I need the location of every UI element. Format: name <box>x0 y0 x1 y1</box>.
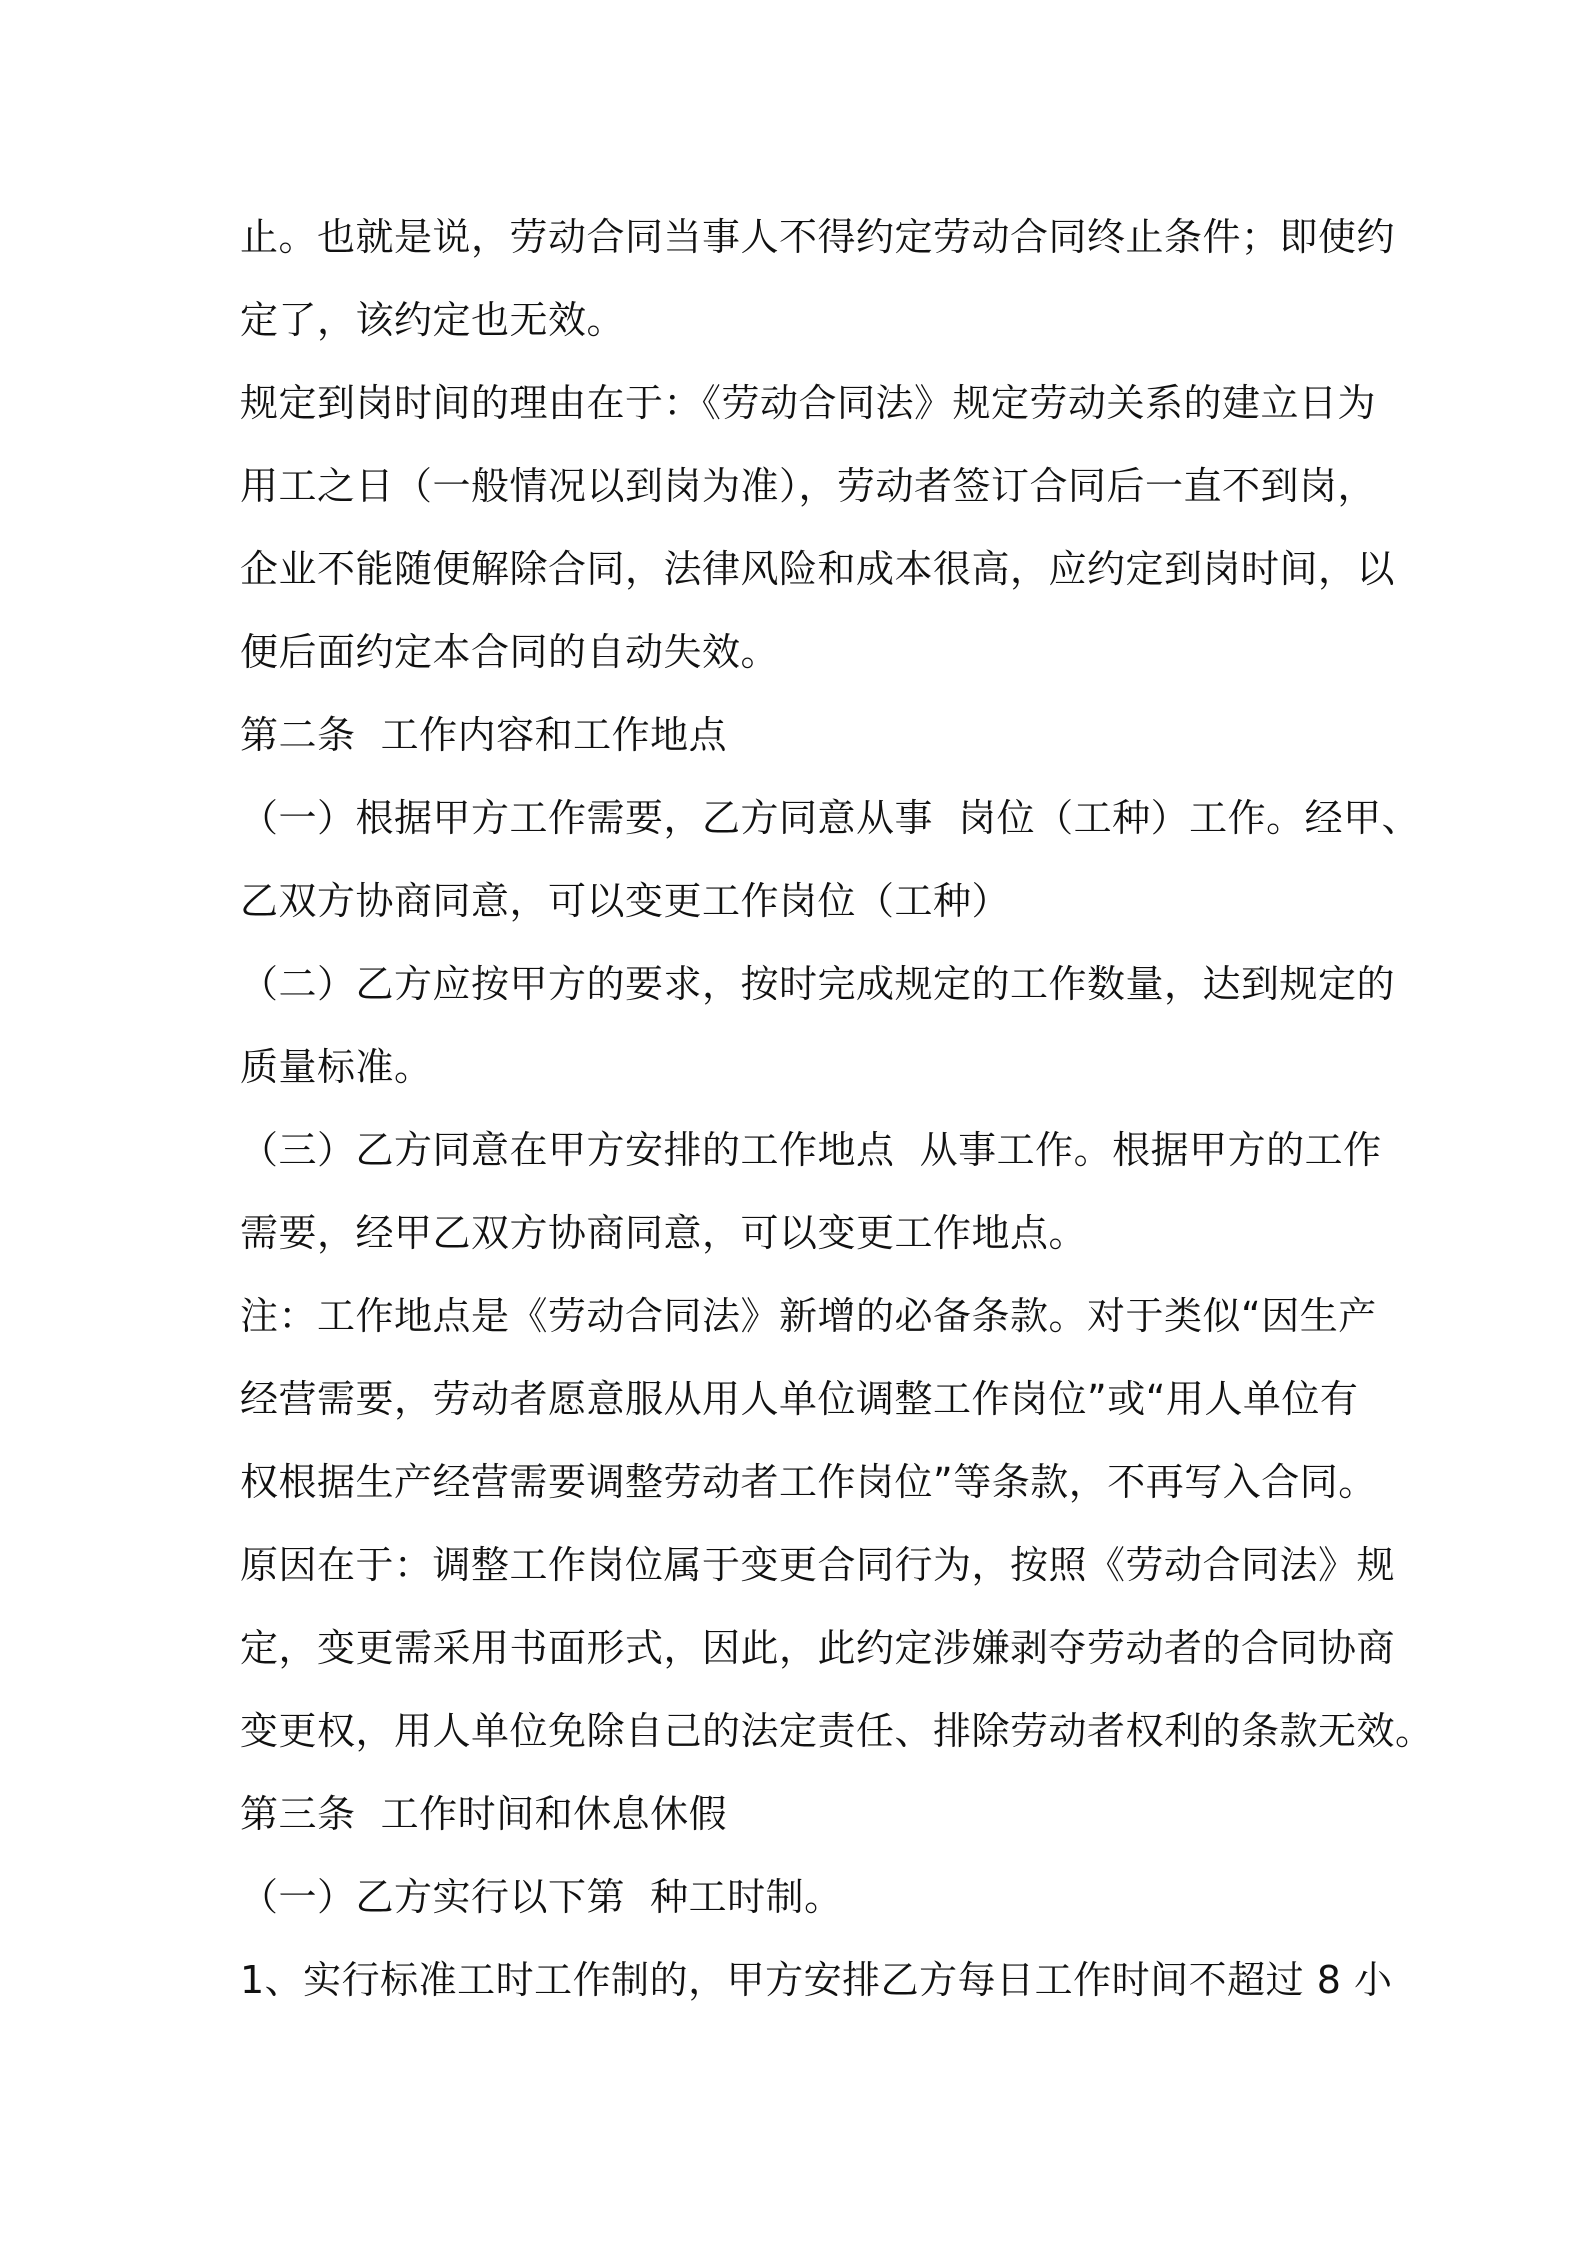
section-heading: 第三条 工作时间和休息休假 <box>240 1792 728 1836</box>
text-line: 质量标准。 <box>240 1045 433 1089</box>
text-line: 需要，经甲乙双方协商同意，可以变更工作地点。 <box>240 1211 1088 1255</box>
text-line: （二）乙方应按甲方的要求，按时完成规定的工作数量，达到规定的 <box>240 962 1396 1006</box>
text-line: 原因在于：调整工作岗位属于变更合同行为，按照《劳动合同法》规 <box>240 1543 1396 1587</box>
text-line: 用工之日（一般情况以到岗为准），劳动者签订合同后一直不到岗， <box>240 464 1377 508</box>
text-line: 乙双方协商同意，可以变更工作岗位（工种） <box>240 879 1011 923</box>
text-line: 定，变更需采用书面形式，因此，此约定涉嫌剥夺劳动者的合同协商 <box>240 1626 1396 1670</box>
text-line: 权根据生产经营需要调整劳动者工作岗位”等条款，不再写入合同。 <box>240 1460 1377 1504</box>
text-line: 变更权，用人单位免除自己的法定责任、排除劳动者权利的条款无效。 <box>240 1709 1434 1753</box>
text-line: （三）乙方同意在甲方安排的工作地点 从事工作。根据甲方的工作 <box>240 1128 1382 1172</box>
text-line: 企业不能随便解除合同，法律风险和成本很高，应约定到岗时间，以 <box>240 547 1396 591</box>
text-line: （一）根据甲方工作需要，乙方同意从事 岗位（工种）工作。经甲、 <box>240 796 1421 840</box>
text-line: 定了，该约定也无效。 <box>240 298 626 342</box>
text-line: 便后面约定本合同的自动失效。 <box>240 630 780 674</box>
text-line: 注：工作地点是《劳动合同法》新增的必备条款。对于类似“因生产 <box>240 1294 1377 1338</box>
text-line: 规定到岗时间的理由在于：《劳动合同法》规定劳动关系的建立日为 <box>240 381 1377 425</box>
text-line: （一）乙方实行以下第 种工时制。 <box>240 1875 843 1919</box>
section-heading: 第二条 工作内容和工作地点 <box>240 713 728 757</box>
text-line: 经营需要，劳动者愿意服从用人单位调整工作岗位”或“用人单位有 <box>240 1377 1359 1421</box>
document-body <box>240 196 1434 2022</box>
text-line: 止。也就是说，劳动合同当事人不得约定劳动合同终止条件；即使约 <box>240 215 1396 259</box>
text-line: 1、实行标准工时工作制的，甲方安排乙方每日工作时间不超过 8 小 <box>240 1958 1393 2002</box>
